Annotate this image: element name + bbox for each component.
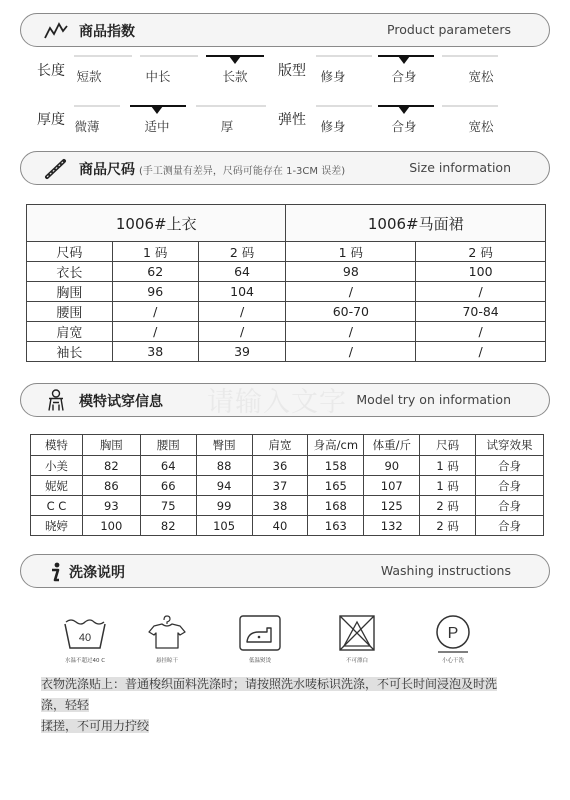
trend-line-icon [43,20,69,42]
table-cell: 身高/cm [308,435,364,456]
size-info-title: 商品尺码 (手工测量有差异，尺码可能存在 1-3CM 误差) [79,162,346,178]
size-info-note: (手工测量有差异，尺码可能存在 1-3CM 误差) [139,166,346,177]
dry-clean-letter: P [447,625,459,642]
table-cell: 合身 [476,456,544,476]
table-cell: 36 [252,456,308,476]
washing-text-line: 衣物洗涤贴上：普通梭织面料洗涤时；请按照洗水唛标识洗涤，不可长时间浸泡及时洗涤，轻轻 [41,677,498,712]
table-cell: / [416,322,546,342]
table-cell: 165 [308,476,364,496]
table-cell: 合身 [476,516,544,536]
table-cell: / [198,302,286,322]
product-params-title: 商品指数 [79,24,135,40]
table-cell: 袖长 [27,342,113,362]
care-item-dryclean [423,614,483,664]
table-cell: 衣长 [27,262,113,282]
table-cell: 1 码 [420,476,476,496]
table-cell: / [286,342,416,362]
table-cell: / [286,282,416,302]
table-cell: 妮妮 [31,476,83,496]
attr-option: 长款 [222,69,248,84]
table-cell: 88 [196,456,252,476]
text-placeholder-watermark: 请输入文字 [207,387,347,418]
size-info-title-en: Size information [409,160,511,175]
model-info-header [20,383,550,417]
table-cell: 39 [198,342,286,362]
table-cell: 37 [252,476,308,496]
table-row [27,342,546,362]
table-row [27,282,546,302]
attr-elasticity-scale [316,105,516,135]
table-cell: 70-84 [416,302,546,322]
table-cell: 107 [364,476,420,496]
care-caption: 水温不超过40 C [64,658,106,664]
attr-option: 适中 [144,119,170,134]
model-table-header-row [31,435,544,456]
ruler-icon [43,158,69,180]
size-info-header [20,151,550,185]
size-table-header-row [27,242,546,262]
size-table-title-row [27,205,546,242]
table-cell: 99 [196,496,252,516]
table-row [31,516,544,536]
table-cell: 66 [140,476,196,496]
table-cell: / [112,302,198,322]
size-table [26,204,546,362]
table-row [31,456,544,476]
table-cell: 肩宽 [252,435,308,456]
table-cell: 40 [252,516,308,536]
table-cell: / [286,322,416,342]
attr-option: 修身 [320,119,346,134]
table-cell: 90 [364,456,420,476]
care-item-hang [137,614,197,664]
care-item-wash [55,614,115,664]
table-cell: C C [31,496,83,516]
attr-fit-label: 版型 [278,63,306,79]
table-cell: 1 码 [286,242,416,262]
attr-fit-scale [316,55,516,85]
no-bleach-icon [334,614,380,652]
wash-temp-number: 40 [78,632,92,644]
care-item-bleach [327,614,387,664]
table-row [27,262,546,282]
table-cell: 158 [308,456,364,476]
attr-option: 短款 [76,69,102,84]
table-cell: 晓婷 [31,516,83,536]
attr-option: 修身 [320,69,346,84]
selected-marker-icon [398,106,410,114]
table-cell: 75 [140,496,196,516]
table-cell: 163 [308,516,364,536]
table-cell: 模特 [31,435,83,456]
table-cell: 105 [196,516,252,536]
table-row [27,322,546,342]
table-cell: 合身 [476,496,544,516]
attr-thickness-label: 厚度 [37,112,65,128]
table-cell: 体重/斤 [364,435,420,456]
care-caption: 小心干洗 [441,658,464,664]
attr-option: 合身 [391,69,417,84]
table-cell: 合身 [476,476,544,496]
table-cell: 94 [196,476,252,496]
product-params-title-en: Product parameters [387,22,511,37]
care-item-iron [230,614,290,664]
washing-title-en: Washing instructions [380,563,511,578]
table-cell: 168 [308,496,364,516]
table-cell: 2 码 [420,516,476,536]
info-icon [43,561,69,583]
table-cell: 小美 [31,456,83,476]
attr-option: 合身 [391,119,417,134]
attr-option: 厚 [220,119,234,134]
model-info-title: 模特试穿信息 [79,394,163,410]
selected-marker-icon [151,106,163,114]
model-info-title-en: Model try on information [356,392,511,407]
attr-option: 微薄 [74,119,100,134]
table-cell: 100 [82,516,140,536]
table-cell: 62 [112,262,198,282]
table-row [27,302,546,322]
table-cell: / [198,322,286,342]
table-cell: 93 [82,496,140,516]
washing-text-line: 揉搓，不可用力拧绞 [41,719,150,733]
table-row [31,496,544,516]
care-caption: 不可漂白 [345,658,368,664]
table-cell: 1 码 [112,242,198,262]
table-cell: 试穿效果 [476,435,544,456]
table-cell: / [416,282,546,302]
washing-title: 洗涤说明 [69,565,125,581]
table-cell: / [416,342,546,362]
table-cell: 胸围 [82,435,140,456]
attr-option: 宽松 [468,119,494,134]
iron-icon [237,614,283,652]
selected-marker-icon [398,56,410,64]
attr-option: 宽松 [468,69,494,84]
attr-thickness-scale [74,105,270,135]
selected-marker-icon [229,56,241,64]
table-cell: 64 [198,262,286,282]
table-cell: 132 [364,516,420,536]
attr-length-scale [74,55,270,85]
person-icon [43,388,69,413]
table-row [31,476,544,496]
product-params-header [20,13,550,47]
table-cell: 82 [140,516,196,536]
dry-clean-p-icon [430,614,476,654]
table-cell: 尺码 [27,242,113,262]
table-cell: 2 码 [198,242,286,262]
table-cell: 86 [82,476,140,496]
top-title: 1006#上衣 [27,205,286,242]
table-cell: 2 码 [416,242,546,262]
table-cell: 肩宽 [27,322,113,342]
wash-40-icon [62,614,108,652]
washing-instructions-text [41,674,511,737]
table-cell: 2 码 [420,496,476,516]
table-cell: 60-70 [286,302,416,322]
table-cell: 82 [82,456,140,476]
attr-elasticity-label: 弹性 [278,112,306,128]
table-cell: 臀围 [196,435,252,456]
table-cell: 1 码 [420,456,476,476]
care-caption: 悬挂晾干 [155,658,178,664]
skirt-title: 1006#马面裙 [286,205,546,242]
attr-length-label: 长度 [37,63,65,79]
care-caption: 低温熨烫 [248,658,271,664]
table-cell: 104 [198,282,286,302]
table-cell: 腰围 [140,435,196,456]
table-cell: 尺码 [420,435,476,456]
attr-option: 中长 [145,69,171,84]
table-cell: 125 [364,496,420,516]
table-cell: 38 [252,496,308,516]
washing-header [20,554,550,588]
hang-dry-icon [144,614,190,652]
table-cell: 100 [416,262,546,282]
table-cell: 38 [112,342,198,362]
table-cell: 胸围 [27,282,113,302]
table-cell: 64 [140,456,196,476]
table-cell: 腰围 [27,302,113,322]
table-cell: 96 [112,282,198,302]
table-cell: / [112,322,198,342]
table-cell: 98 [286,262,416,282]
model-table [30,434,544,536]
